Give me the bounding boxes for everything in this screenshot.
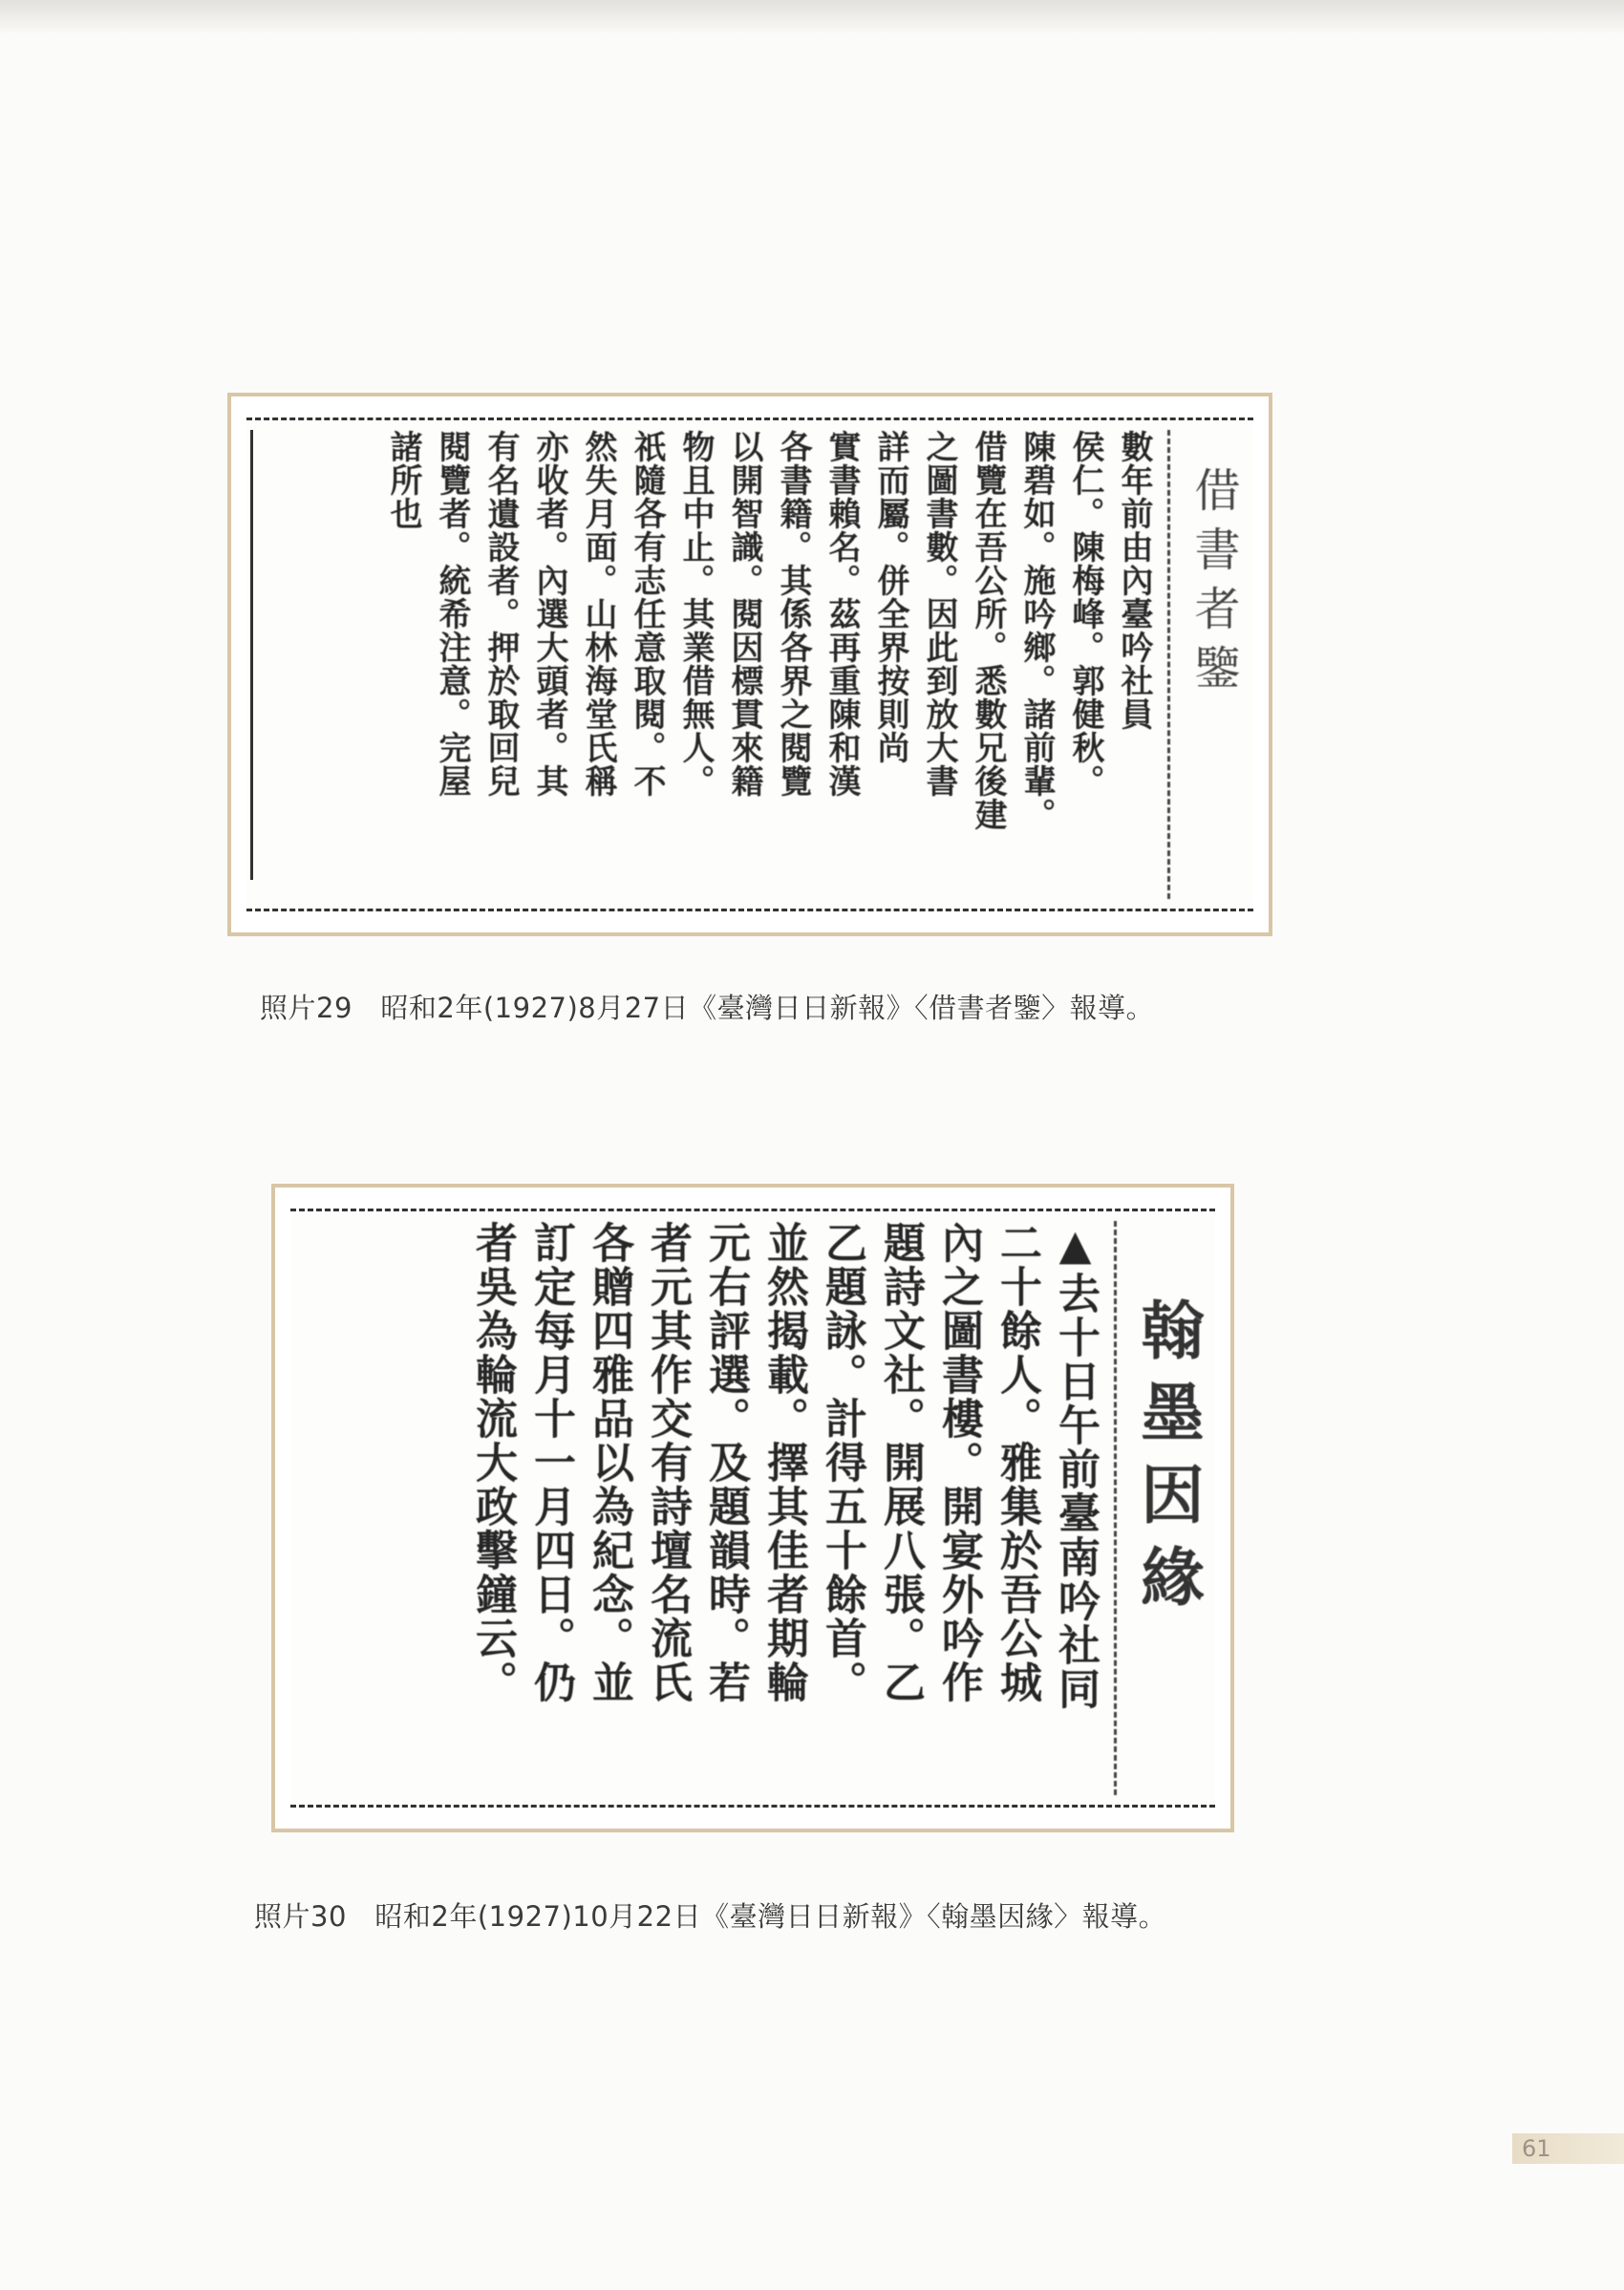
clipping-border-rule [250,430,253,880]
photo-29-frame [227,393,1272,936]
text-column: 侯仁。陳梅峰。郭健秋。 [1066,430,1104,798]
text-column: 題詩文社。開展八張。乙 [876,1221,925,1704]
clipping-text-29 [256,430,1244,899]
text-column: 物且中止。其業借無人。 [676,430,715,798]
photo-30-caption: 照片30 昭和2年(1927)10月22日《臺灣日日新報》〈翰墨因緣〉報導。 [254,1900,1167,1933]
clipping-headline: 借書者鑒 [1186,466,1240,703]
page-number: 61 [1512,2133,1624,2164]
text-column: ▲去十日午前臺南吟社同 [1051,1221,1100,1711]
text-column: 詳而屬。併全界按則尚 [871,430,909,764]
text-column: 乙題詠。計得五十餘首。 [818,1221,866,1704]
text-column: 閱覽者。統希注意。完屋 [433,430,471,798]
text-column: 各贈四雅品以為紀念。並 [585,1221,633,1704]
text-column: 以開智識。閱因標貫來籍 [725,430,763,798]
text-column: 各書籍。其係各界之閱覽 [774,430,812,798]
headline-divider [1167,430,1170,899]
text-column: 者吳為輪流大政擊鐘云。 [468,1221,517,1704]
newspaper-clipping-30 [290,1209,1215,1808]
text-column: 祇隨各有志任意取閱。不 [628,430,666,798]
clipping-text-30 [300,1221,1206,1795]
text-column: 然失月面。山林海堂氏稱 [579,430,617,798]
text-column: 訂定每月十一月四日。仍 [526,1221,575,1704]
scan-top-edge [0,0,1624,34]
text-column: 亦收者。內選大頭者。其 [530,430,568,798]
text-column: 者元其作交有詩壇名流氏 [643,1221,692,1704]
text-column: 元右評選。及題韻時。若 [701,1221,750,1704]
headline-divider [1114,1221,1117,1795]
newspaper-clipping-29 [246,417,1253,911]
text-column: 諸所也 [384,430,422,530]
text-column: 借覽在吾公所。悉數兄後建 [969,430,1007,831]
text-column: 陳碧如。施吟鄉。諸前輩。 [1017,430,1056,831]
text-column: 二十餘人。雅集於吾公城 [993,1221,1041,1704]
photo-30-frame [271,1184,1234,1832]
photo-29-caption: 照片29 昭和2年(1927)8月27日《臺灣日日新報》〈借書者鑒〉報導。 [260,992,1155,1024]
text-column: 之圖書數。因此到放大書 [920,430,958,798]
text-column: 數年前由內臺吟社員 [1115,430,1153,731]
text-column: 有名遺設者。押於取回兒 [481,430,520,798]
text-column: 實書賴名。茲再重陳和漢 [823,430,861,798]
clipping-headline: 翰墨因緣 [1130,1297,1205,1626]
text-column: 內之圖書樓。開宴外吟作 [934,1221,983,1704]
text-column: 並然揭載。擇其佳者期輪 [759,1221,808,1704]
